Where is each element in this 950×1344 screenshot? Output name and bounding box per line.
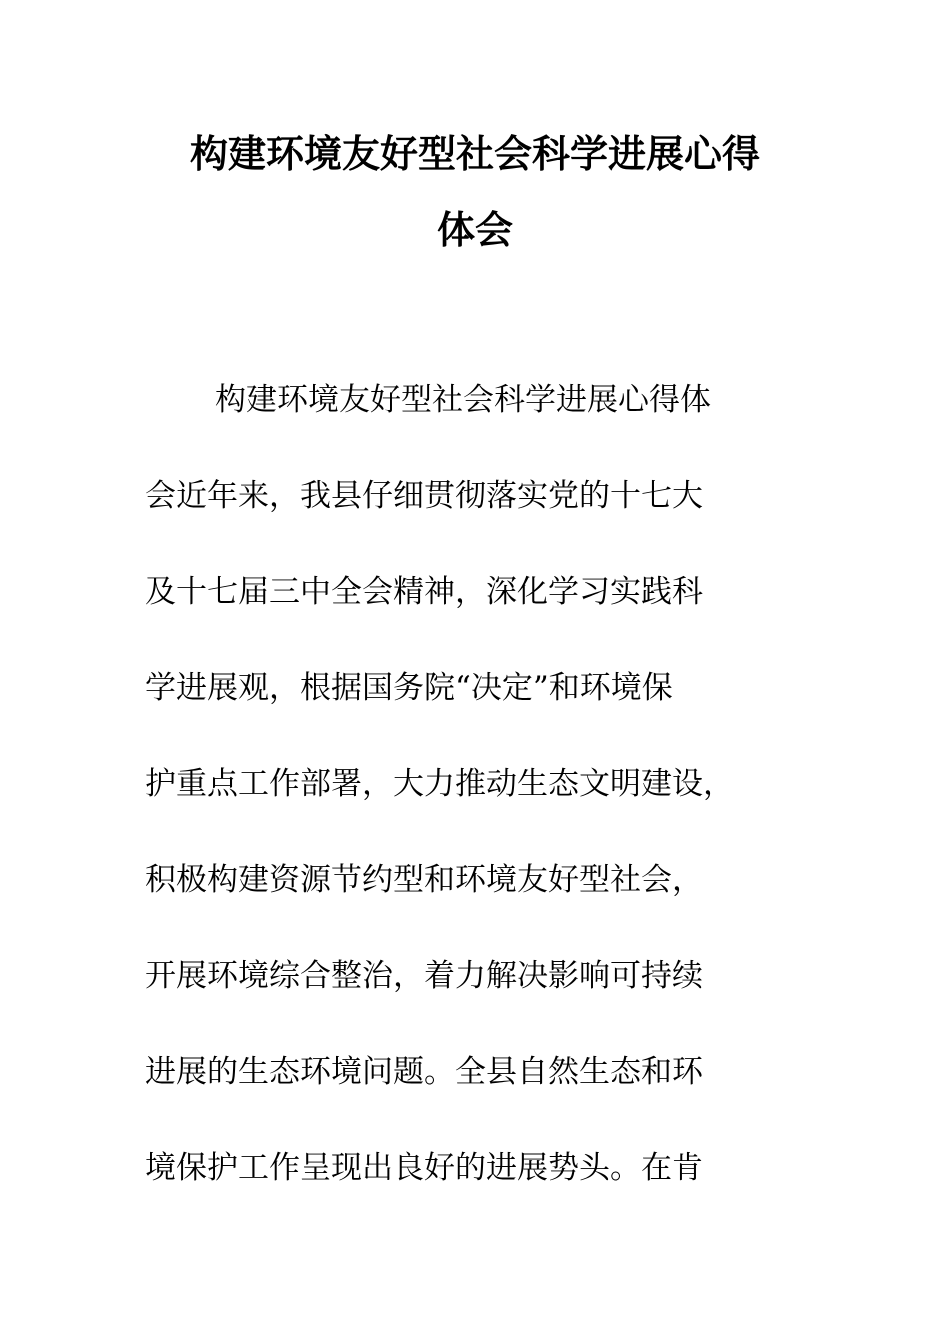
body-line: 学进展观，根据国务院“决定”和环境保 bbox=[145, 670, 673, 706]
body-line: 护重点工作部署，大力推动生态文明建设， bbox=[145, 766, 734, 802]
body-line: 开展环境综合整治，着力解决影响可持续 bbox=[145, 958, 703, 994]
body-line: 会近年来，我县仔细贯彻落实党的十七大 bbox=[145, 478, 703, 514]
body-line: 积极构建资源节约型和环境友好型社会， bbox=[145, 862, 703, 898]
body-line: 构建环境友好型社会科学进展心得体 bbox=[215, 382, 711, 418]
body-line: 进展的生态环境问题。全县自然生态和环 bbox=[145, 1054, 703, 1090]
title-line: 构建环境友好型社会科学进展心得 bbox=[189, 132, 760, 176]
body-line: 及十七届三中全会精神，深化学习实践科 bbox=[145, 574, 703, 610]
document-title bbox=[145, 116, 805, 268]
title-line: 体会 bbox=[436, 208, 513, 252]
body-line: 境保护工作呈现出良好的进展势头。在肯 bbox=[145, 1150, 703, 1186]
document-body bbox=[145, 352, 825, 1216]
